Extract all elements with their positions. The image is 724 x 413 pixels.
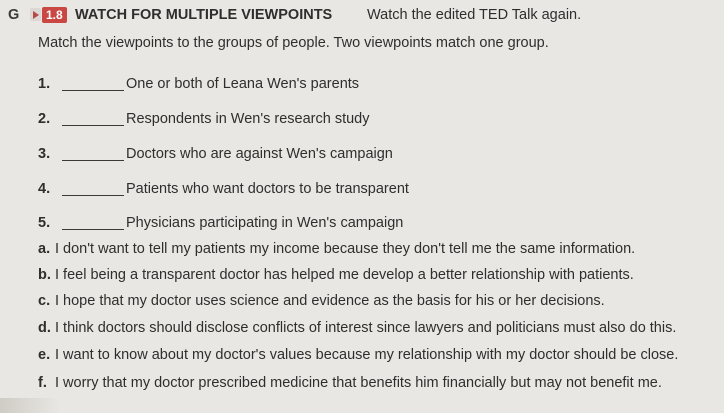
viewpoint-text: I don't want to tell my patients my income because they don't tell me the same information. xyxy=(55,241,636,257)
item-text: Patients who want doctors to be transparent xyxy=(126,181,409,197)
item-text: Respondents in Wen's research study xyxy=(126,111,370,127)
exercise-title: WATCH FOR MULTIPLE VIEWPOINTS xyxy=(75,7,333,23)
viewpoint-text: I feel being a transparent doctor has helped me develop a better relationship with patients. xyxy=(55,267,634,283)
viewpoint-letter: f. xyxy=(38,375,47,391)
item-number: 3. xyxy=(38,146,51,162)
page-shadow xyxy=(0,398,60,413)
item-number: 1. xyxy=(38,76,51,92)
answer-blank[interactable] xyxy=(62,160,124,161)
exercise-instructions: Match the viewpoints to the groups of people. Two viewpoints match one group. xyxy=(38,35,549,51)
viewpoint-text: I think doctors should disclose conflicts of interest since lawyers and politicians must also do this. xyxy=(55,320,677,336)
viewpoint-text: I hope that my doctor uses science and evidence as the basis for his or her decisions. xyxy=(55,293,605,309)
exercise-letter: G xyxy=(8,7,20,23)
item-number: 4. xyxy=(38,181,51,197)
item-text: Physicians participating in Wen's campaign xyxy=(126,215,404,231)
item-number: 5. xyxy=(38,215,51,231)
play-icon xyxy=(30,8,41,21)
exercise-intro: Watch the edited TED Talk again. xyxy=(367,7,582,23)
viewpoint-letter: d. xyxy=(38,320,51,336)
answer-blank[interactable] xyxy=(62,229,124,230)
viewpoint-letter: c. xyxy=(38,293,51,309)
answer-blank[interactable] xyxy=(62,195,124,196)
viewpoint-letter: b. xyxy=(38,267,51,283)
answer-blank[interactable] xyxy=(62,90,124,91)
answer-blank[interactable] xyxy=(62,125,124,126)
viewpoint-text: I worry that my doctor prescribed medicine that benefits him financially but may not benefit me. xyxy=(55,375,662,391)
item-number: 2. xyxy=(38,111,51,127)
item-text: Doctors who are against Wen's campaign xyxy=(126,146,393,162)
viewpoint-letter: e. xyxy=(38,347,51,363)
viewpoint-letter: a. xyxy=(38,241,51,257)
viewpoint-text: I want to know about my doctor's values because my relationship with my doctor should be close. xyxy=(55,347,679,363)
item-text: One or both of Leana Wen's parents xyxy=(126,76,360,92)
video-number-badge: 1.8 xyxy=(42,7,67,23)
